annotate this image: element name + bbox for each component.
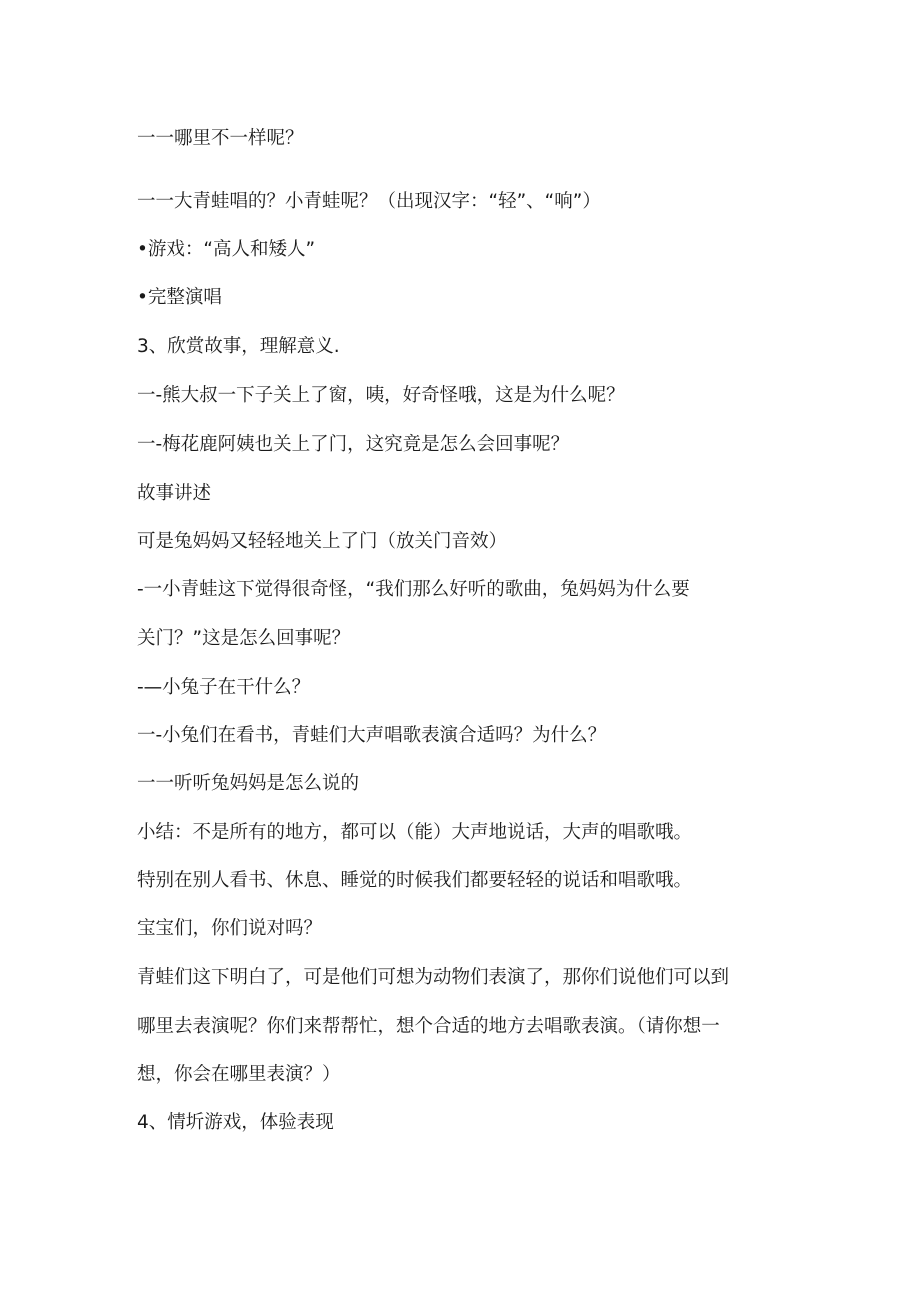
text-line: 小结：不是所有的地方，都可以（能）大声地说话，大声的唱歌哦。 — [137, 822, 693, 843]
text-line: 青蛙们这下明白了，可是他们可想为动物们表演了，那你们说他们可以到 — [137, 967, 730, 988]
text-line: •游戏：“高人和矮人” — [137, 239, 316, 260]
text-line: 一-梅花鹿阿姨也关上了门，这究竟是怎么会回事呢？ — [137, 434, 570, 455]
text-line: -—小兔子在干什么？ — [137, 677, 311, 698]
text-line: 一-熊大叔一下子关上了窗，咦，好奇怪哦，这是为什么呢？ — [137, 385, 625, 406]
text-line: 故事讲述 — [137, 483, 212, 504]
text-line: •完整演唱 — [137, 287, 222, 308]
text-line: -一小青蛙这下觉得很奇怪，“我们那么好听的歌曲，兔妈妈为什么要 — [137, 579, 690, 600]
text-line: 一一哪里不一样呢？ — [137, 128, 304, 149]
text-line: 一-小兔们在看书，青蛙们大声唱歌表演合适吗？为什么？ — [137, 725, 607, 746]
text-line: 哪里去表演呢？你们来帮帮忙，想个合适的地方去唱歌表演。（请你想一 — [137, 1016, 720, 1037]
text-line: 一一大青蛙唱的？小青蛙呢？（出现汉字：“轻”、“响”） — [137, 191, 601, 212]
text-line: 想，你会在哪里表演？） — [137, 1064, 341, 1085]
text-line: 宝宝们，你们说对吗？ — [137, 918, 323, 939]
section-heading: 4、情圻游戏，体验表现 — [137, 1112, 334, 1133]
text-line: 一一听听兔妈妈是怎么说的 — [137, 773, 360, 794]
text-line: 关门？”这是怎么回事呢？ — [137, 628, 351, 649]
text-line: 特别在别人看书、休息、睡觉的时候我们都要轻轻的说话和唱歌哦。 — [137, 870, 693, 891]
text-line: 可是兔妈妈又轻轻地关上了门（放关门音效） — [137, 531, 508, 552]
section-heading: 3、欣赏故事，理解意义. — [137, 336, 340, 357]
